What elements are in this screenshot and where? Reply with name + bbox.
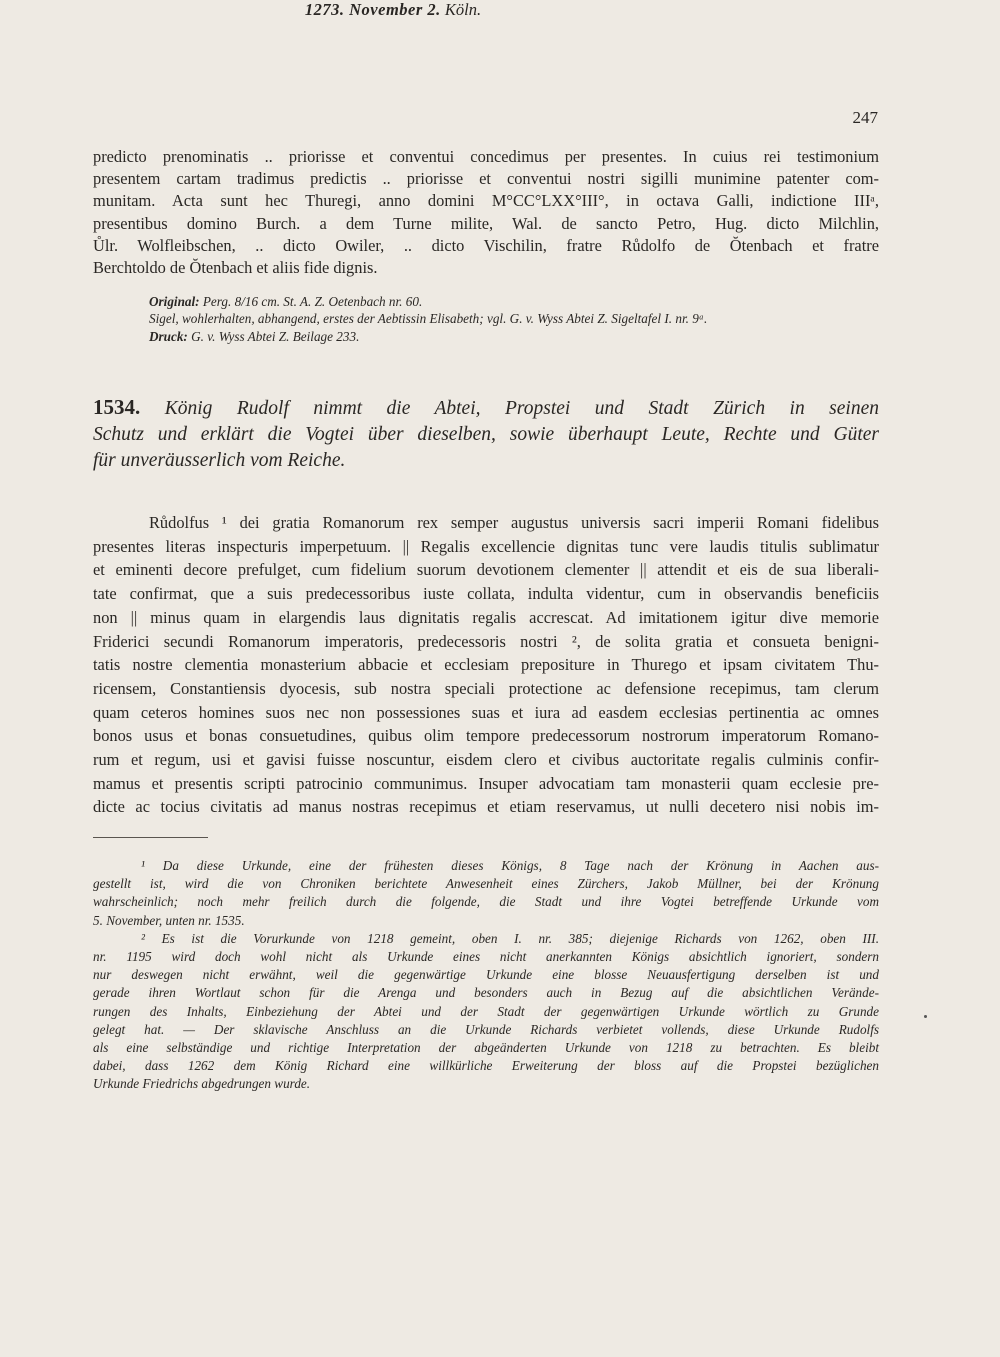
dateline [0,0,786,20]
footnote-line: nur deswegen nicht erwähnt, weil die gegenwärtige Urkunde eine blosse Neuausfertigung derselben ist und [93,967,879,983]
text-line: bonos usus et bonas consuetudines, quibus olim tempore predecessorum nostrorum imperatorum Romano- [93,726,879,746]
heading-line: Schutz und erklärt die Vogtei über dieselben, sowie überhaupt Leute, Rechte und Güter [93,424,879,445]
text-line: munitam. Acta sunt hec Thuregi, anno domini M°CC°LXX°III°, in octava Galli, indictione IIIᵃ, [93,191,879,211]
heading-line: für unveräusserlich vom Reiche. [93,450,346,471]
footnotes [93,857,879,1094]
entry-place: Köln. [444,0,482,19]
continuation-text [93,146,879,279]
charter-text [93,511,879,819]
text-line: dicte ac tocius civitatis ad manus nostras recepimus et etiam reservamus, ut nulli decetero nisi nobis im- [93,797,879,817]
page-number: 247 [852,108,878,127]
paper-speck [924,1015,927,1018]
footnote-line: 5. November, unten nr. 1535. [93,912,245,928]
entry-heading [93,394,879,474]
original-text: Perg. 8/16 cm. St. A. Z. Oetenbach nr. 60. [202,294,423,309]
footnote-line: ² Es ist die Vorurkunde von 1218 gemeint, oben I. nr. 385; diejenige Richards von 1262, oben III. [141,930,879,946]
text-line: et eminenti decore prefulget, cum fidelium suorum devotionem clementer || attendit et eis de sua liberali- [93,560,879,580]
text-line: non || minus quam in elargendis laus dignitatis regalis accrescat. Ad imitationem igitur dive memorie [93,607,879,627]
text-line: mamus et presentis scripti patrocinio communimus. Insuper advocatiam tam monasterii quam ecclesie pre- [93,773,879,793]
text-line: quam ceteros homines suos nec non possessiones suas et iura ad easdem ecclesias pertinentia ac omnes [93,702,879,722]
text-line: presentem cartam tradimus predictis .. priorisse et conventui nostri sigilli munimine patenter com- [93,169,879,189]
footnote-line: als eine selbständige und richtige Interpretation der abgeänderten Urkunde von 1218 zu betrachten. Es bleibt [93,1040,879,1056]
text-line: rum et regum, usi et gavisi fuisse noscuntur, eisdem clero et civibus auctoritate regalis culminis confir- [93,750,879,770]
text-line: Ůlr. Wolfleibschen, .. dicto Owiler, .. dicto Vischilin, fratre Růdolfo de Ŏtenbach et fratre [93,235,879,255]
footnote-line: wahrscheinlich; noch mehr freilich durch die folgende, die Stadt und ihre Vogtei betreffende Urkunde vom [93,894,879,910]
original-note [93,293,879,310]
footnote-line: Urkunde Friedrichs abgedrungen wurde. [93,1076,311,1092]
print-text: G. v. Wyss Abtei Z. Beilage 233. [191,328,360,344]
source-notes [93,293,879,345]
text-line: ricensem, Constantiensis dyocesis, sub nostra speciali protectione ac defensione recepimus, tam clerum [93,678,879,698]
text-line: Růdolfus ¹ dei gratia Romanorum rex semper augustus universis sacri imperii Romani fidelibus [149,513,879,532]
heading-line [93,394,879,422]
footnote-line: rungen des Inhalts, Einbeziehung der Abtei und der Stadt der gegenwärtigen Urkunde wörtlich zu Grunde [93,1003,879,1019]
entry-date: 1273. November 2. [304,0,441,19]
text-line: tate confirmat, que a suis predecessoribus iuste collata, indulta videntur, cum in observandis beneficiis [93,584,879,604]
text-line: predicto prenominatis .. priorisse et conventui concedimus per presentes. In cuius rei testimonium [93,147,879,166]
print-label: Druck: [149,328,188,344]
text-line: presentes literas inspecturis imperpetuum. || Regalis excellencie dignitas tunc vere laudis titulis sublimatur [93,536,879,556]
text-line: tatis nostre clementia monasterium abbacie et ecclesiam prepositure in Thurego et ipsam civitatem Thu- [93,655,879,675]
footnote-line: nr. 1195 wird doch wohl nicht als Urkunde eines nicht anerkannten Königs absichtlich ignoriert, sondern [93,949,879,965]
text-line: Berchtoldo de Ŏtenbach et aliis fide dignis. [93,258,378,278]
footnote-line: gerade ihren Wortlaut schon für die Arenga und besonders auch in Bezug auf die absichtlichen Verände- [93,985,879,1001]
entry-number: 1534. [93,395,141,419]
footnote-divider [93,837,208,838]
text-line: presentibus domino Burch. a dem Turne milite, Wal. de sancto Petro, Hug. dicto Milchlin, [93,213,879,233]
footnote-line: ¹ Da diese Urkunde, eine der frühesten dieses Königs, 8 Tage nach der Krönung in Aachen aus- [141,858,879,873]
footnote-line: gestellt ist, wird die von Chroniken berichtete Anwesenheit eines Zürchers, Jakob Müllner, bei der Krönung [93,876,879,892]
text-line: Friderici secundi Romanorum imperatoris, predecessoris nostri ², de solita gratia et consueta benigni- [93,631,879,651]
footnote-line: gelegt hat. — Der sklavische Anschluss an die Urkunde Richards verbietet vollends, diese Urkunde Rudolfs [93,1021,879,1037]
heading-text: König Rudolf nimmt die Abtei, Propstei und Stadt Zürich in seinen [164,398,879,419]
footnote-line: dabei, dass 1262 dem König Richard eine willkürliche Erweiterung der bloss auf die Propstei bezüglichen [93,1058,879,1074]
seal-note: Sigel, wohlerhalten, abhangend, erstes der Aebtissin Elisabeth; vgl. G. v. Wyss Abtei Z. Sigeltafel I. nr. 9ᵃ. [149,311,708,327]
print-note [93,328,879,345]
original-label: Original: [149,294,200,309]
